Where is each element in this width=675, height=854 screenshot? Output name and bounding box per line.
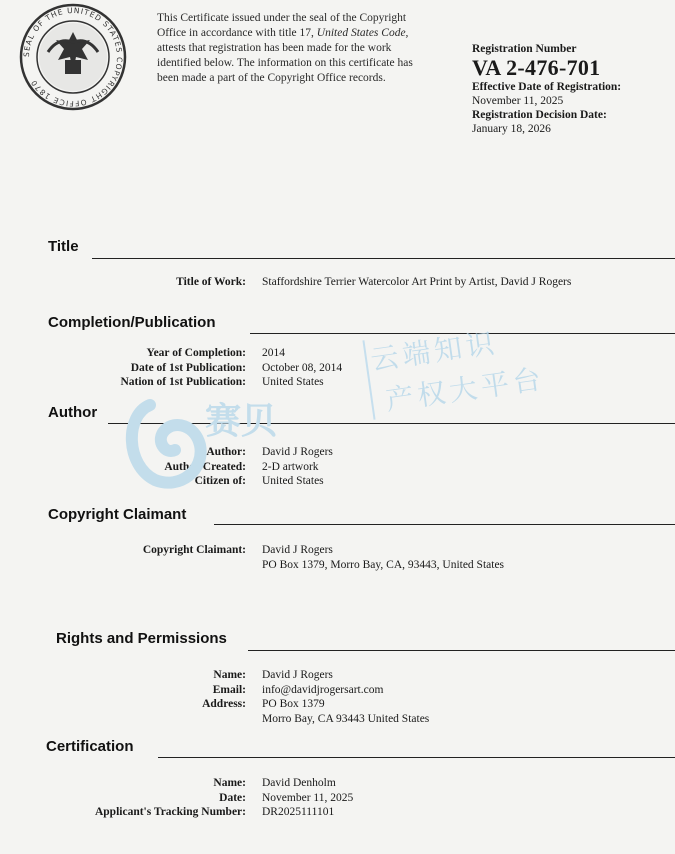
author-created-label: Author Created: bbox=[164, 460, 246, 473]
rights-email-value: info@davidjrogersart.com bbox=[262, 683, 384, 696]
registration-number: VA 2-476-701 bbox=[472, 55, 601, 80]
nation-of-publication-label: Nation of 1st Publication: bbox=[120, 376, 246, 388]
nation-of-publication-value: United States bbox=[262, 376, 324, 388]
author-rule bbox=[108, 423, 675, 424]
claimant-heading: Copyright Claimant bbox=[48, 506, 187, 523]
date-of-publication-value: October 08, 2014 bbox=[262, 361, 343, 374]
registration-number-label: Registration Number bbox=[472, 43, 577, 55]
year-of-completion-value: 2014 bbox=[262, 347, 285, 359]
certification-date-value: November 11, 2025 bbox=[262, 791, 354, 804]
rights-heading: Rights and Permissions bbox=[56, 630, 227, 647]
certification-rule bbox=[158, 757, 675, 758]
certification-name-value: David Denholm bbox=[262, 777, 336, 789]
seal-text: SEAL OF THE UNITED STATES COPYRIGHT OFFICE 1870 bbox=[21, 5, 125, 109]
rights-address-label: Address: bbox=[202, 698, 246, 710]
certificate-intro: This Certificate issued under the seal of the Copyright Office in accordance with title 17, United States Code, attests that registration has been made for the work identified below. The information on this certificate has been made a part of the Copyright Office records. bbox=[157, 12, 413, 84]
registration-block bbox=[472, 42, 672, 136]
tracking-number-value: DR2025111101 bbox=[262, 806, 335, 818]
title-rule bbox=[92, 258, 675, 259]
watermark-brand: 赛贝 bbox=[205, 401, 278, 442]
certification-date-label: Date: bbox=[219, 791, 246, 804]
rights-rule bbox=[248, 650, 675, 651]
citizen-of-label: Citizen of: bbox=[194, 475, 246, 487]
claimant-rule bbox=[214, 524, 675, 525]
year-of-completion-label: Year of Completion: bbox=[146, 347, 246, 359]
decision-date: January 18, 2026 bbox=[472, 123, 551, 135]
copyright-office-seal-icon bbox=[18, 2, 128, 112]
title-of-work-value: Staffordshire Terrier Watercolor Art Print by Artist, David J Rogers bbox=[262, 276, 572, 288]
author-created-value: 2-D artwork bbox=[262, 460, 319, 473]
claimant-label: Copyright Claimant: bbox=[142, 544, 246, 556]
watermark-line1: 云端知识 bbox=[368, 326, 500, 377]
claimant-name: David J Rogers bbox=[262, 544, 333, 556]
author-label: Author: bbox=[206, 446, 246, 458]
author-heading: Author bbox=[48, 404, 98, 421]
title-heading: Title bbox=[48, 238, 79, 255]
effective-date-label: Effective Date of Registration: bbox=[472, 81, 622, 93]
rights-email-label: Email: bbox=[212, 683, 246, 696]
rights-address-line1: PO Box 1379 bbox=[262, 698, 325, 710]
citizen-of-value: United States bbox=[262, 475, 324, 487]
certification-name-label: Name: bbox=[213, 777, 246, 789]
watermark-line2: 产权大平台 bbox=[383, 362, 547, 417]
rights-name-value: David J Rogers bbox=[262, 669, 333, 681]
claimant-address: PO Box 1379, Morro Bay, CA, 93443, United States bbox=[262, 558, 505, 571]
effective-date: November 11, 2025 bbox=[472, 95, 564, 107]
author-value: David J Rogers bbox=[262, 446, 333, 458]
tracking-number-label: Applicant's Tracking Number: bbox=[94, 806, 246, 818]
date-of-publication-label: Date of 1st Publication: bbox=[130, 361, 246, 374]
rights-address-line2: Morro Bay, CA 93443 United States bbox=[262, 712, 430, 725]
certification-heading: Certification bbox=[46, 738, 134, 755]
title-of-work-label: Title of Work: bbox=[176, 276, 246, 288]
decision-date-label: Registration Decision Date: bbox=[472, 109, 607, 121]
rights-name-label: Name: bbox=[213, 669, 246, 681]
completion-heading: Completion/Publication bbox=[48, 314, 216, 331]
